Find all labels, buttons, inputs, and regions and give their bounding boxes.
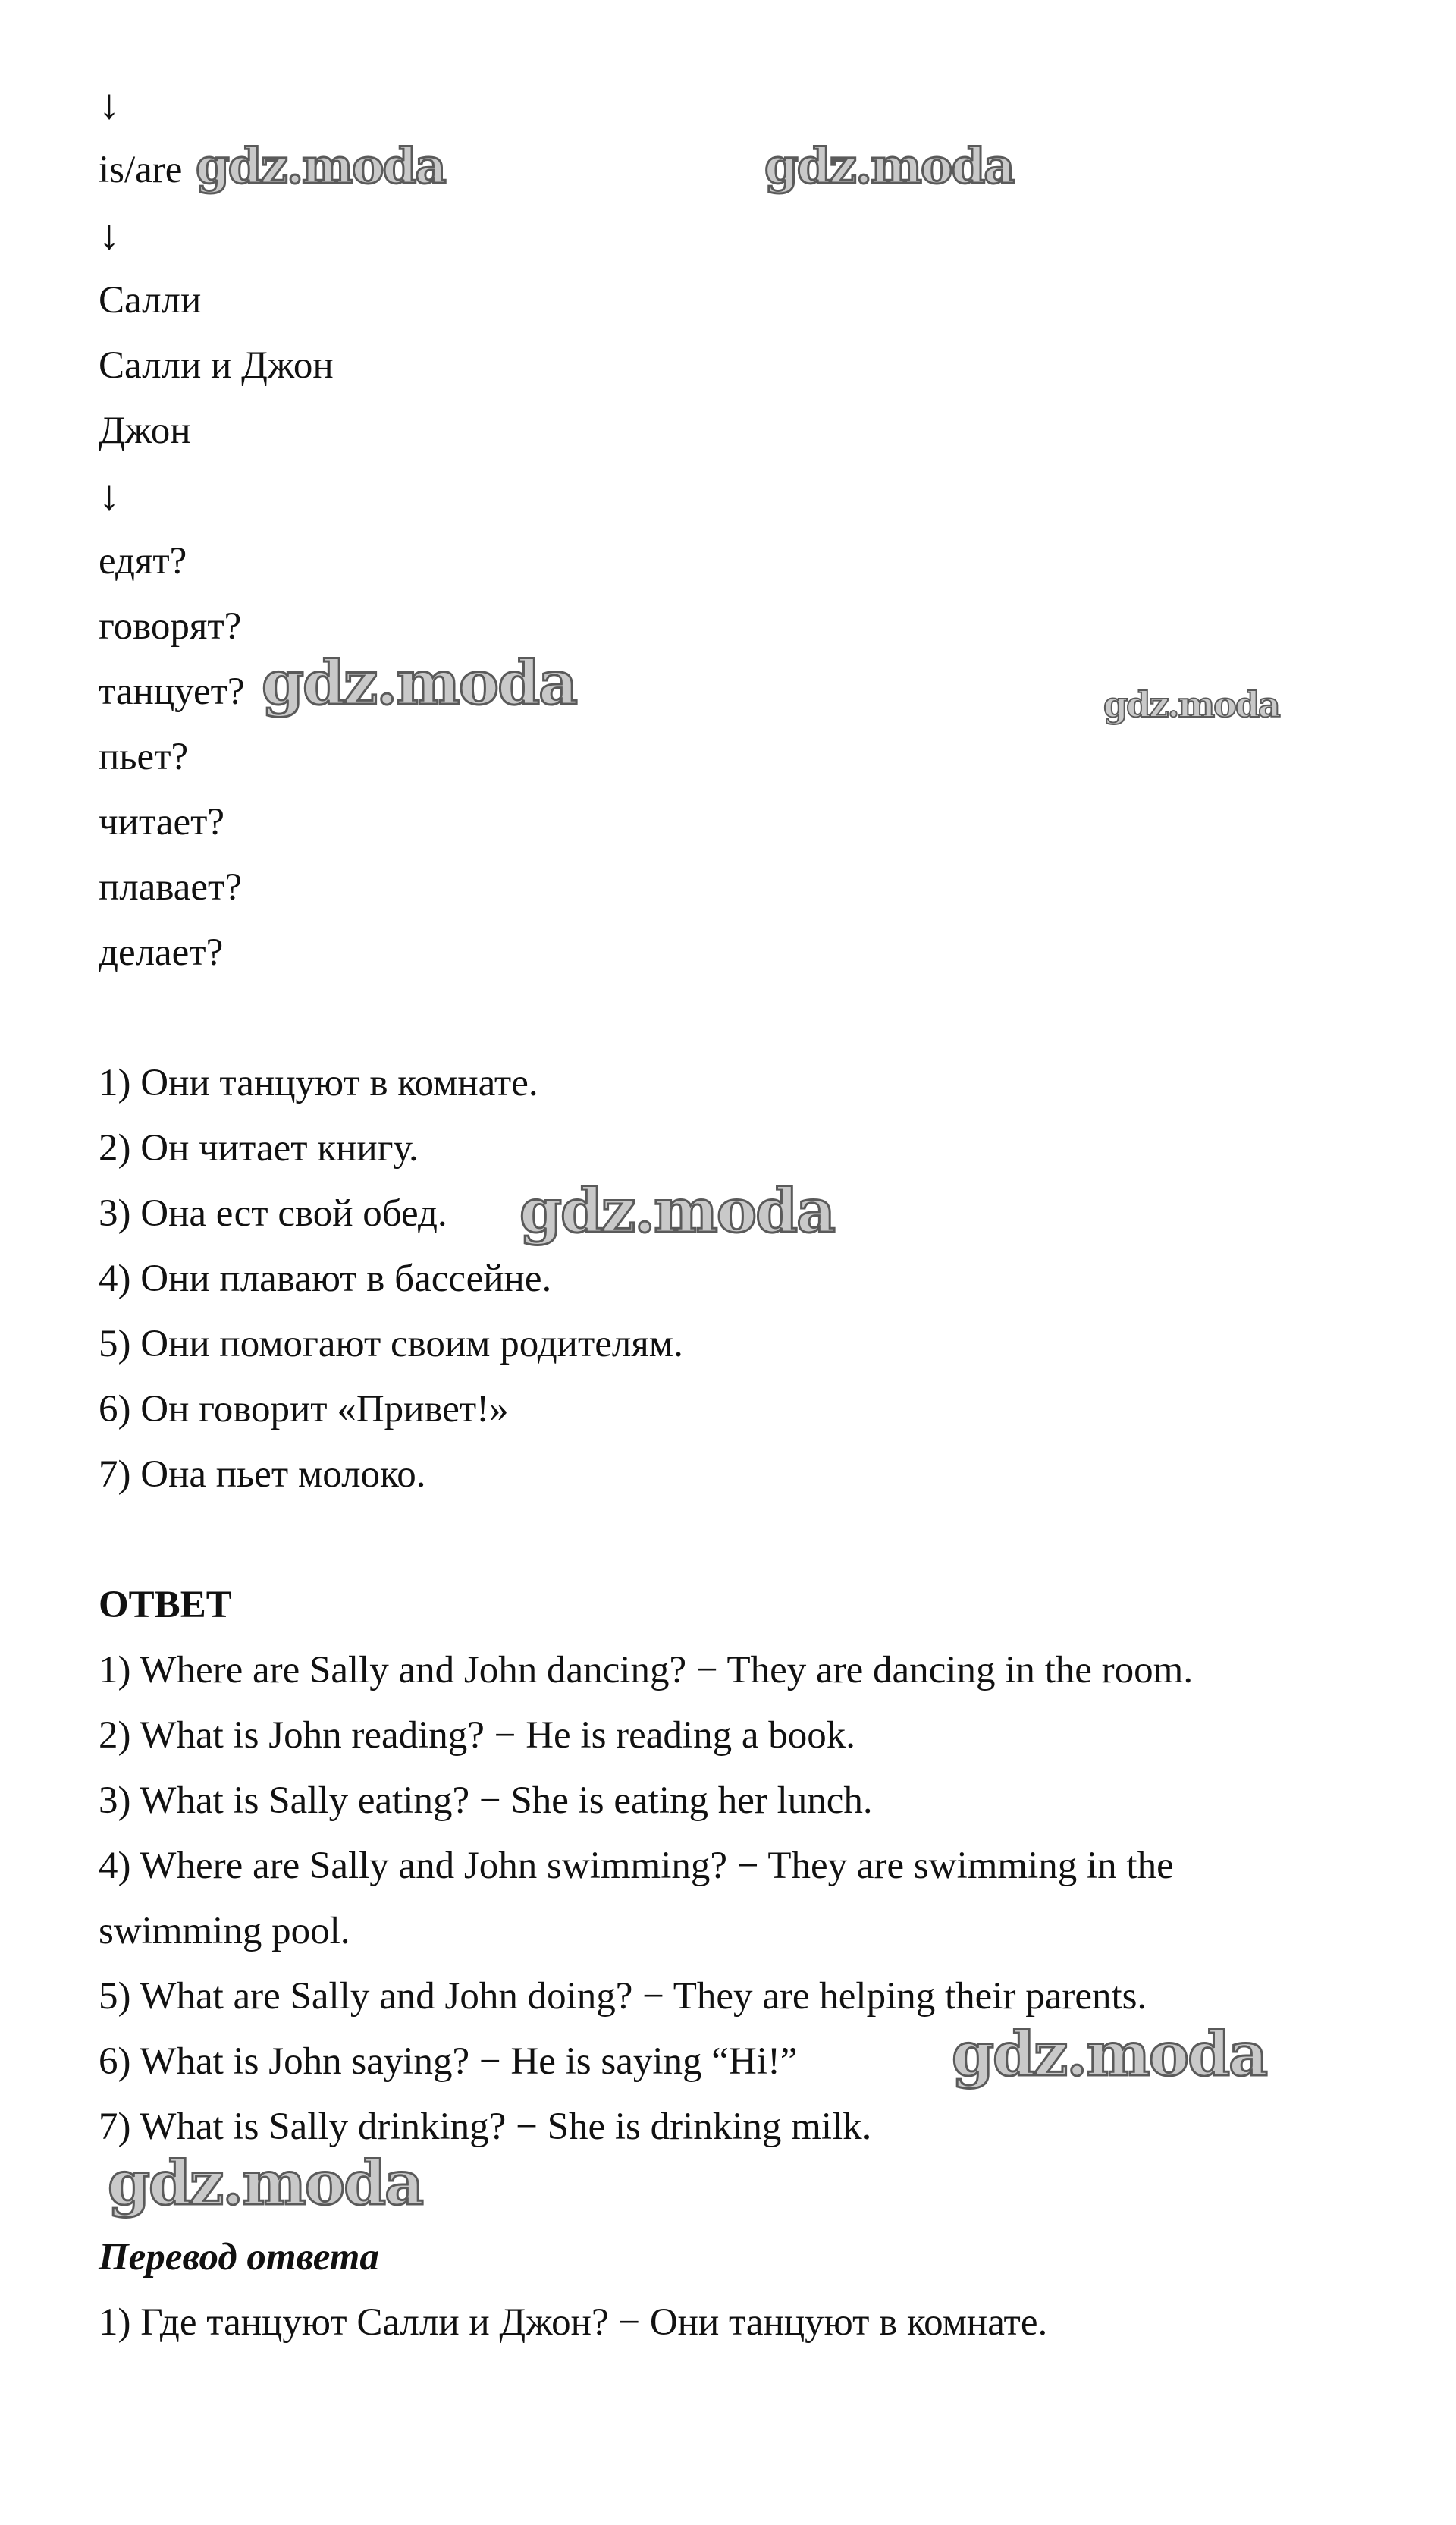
subject-item: Салли и Джон: [99, 344, 334, 387]
answer-line: 2) What is John reading? − He is reading a book.: [99, 1714, 855, 1757]
action-item: читает?: [99, 801, 225, 843]
answer-line: 4) Where are Sally and John swimming? − They are swimming in the: [99, 1845, 1174, 1887]
watermark-logo: gdz.moda: [262, 647, 576, 718]
watermark-logo: gdz.moda: [1103, 684, 1279, 725]
sentence-item: 6) Он говорит «Привет!»: [99, 1388, 509, 1431]
subject-item: Джон: [99, 410, 191, 452]
subject-item: Салли: [99, 279, 202, 322]
be-verb-options: is/are: [99, 149, 183, 191]
watermark-logo: gdz.moda: [108, 2147, 422, 2219]
watermark-logo: gdz.moda: [519, 1175, 834, 1246]
translation-heading: Перевод ответа: [99, 2236, 379, 2278]
answer-line: 6) What is John saying? − He is saying “Hi!”: [99, 2040, 798, 2083]
arrow-down-icon: ↓: [99, 81, 120, 128]
sentence-item: 5) Они помогают своим родителям.: [99, 1323, 683, 1365]
answer-line: swimming pool.: [99, 1910, 350, 1952]
sentence-item: 1) Они танцуют в комнате.: [99, 1062, 538, 1104]
sentence-item: 4) Они плавают в бассейне.: [99, 1258, 552, 1300]
action-item: делает?: [99, 931, 224, 974]
translation-line: 1) Где танцуют Салли и Джон? − Они танцуют в комнате.: [99, 2301, 1048, 2344]
answer-line: 7) What is Sally drinking? − She is drinking milk.: [99, 2106, 872, 2148]
answer-line: 3) What is Sally eating? − She is eating her lunch.: [99, 1779, 873, 1822]
arrow-down-icon: ↓: [99, 212, 120, 259]
sentence-item: 2) Он читает книгу.: [99, 1127, 419, 1170]
action-item: пьет?: [99, 736, 189, 778]
answer-heading: ОТВЕТ: [99, 1584, 232, 1626]
action-item: плавает?: [99, 866, 242, 909]
sentence-item: 7) Она пьет молоко.: [99, 1453, 426, 1496]
action-item: говорят?: [99, 605, 242, 648]
answer-line: 1) Where are Sally and John dancing? − They are dancing in the room.: [99, 1649, 1194, 1691]
answer-line: 5) What are Sally and John doing? − They are helping their parents.: [99, 1975, 1147, 2018]
watermark-logo: gdz.moda: [196, 138, 445, 195]
arrow-down-icon: ↓: [99, 473, 120, 520]
action-item: едят?: [99, 540, 187, 583]
watermark-logo: gdz.moda: [952, 2018, 1266, 2090]
sentence-item: 3) Она ест свой обед.: [99, 1192, 447, 1235]
watermark-logo: gdz.moda: [764, 138, 1014, 195]
action-item: танцует?: [99, 671, 245, 713]
